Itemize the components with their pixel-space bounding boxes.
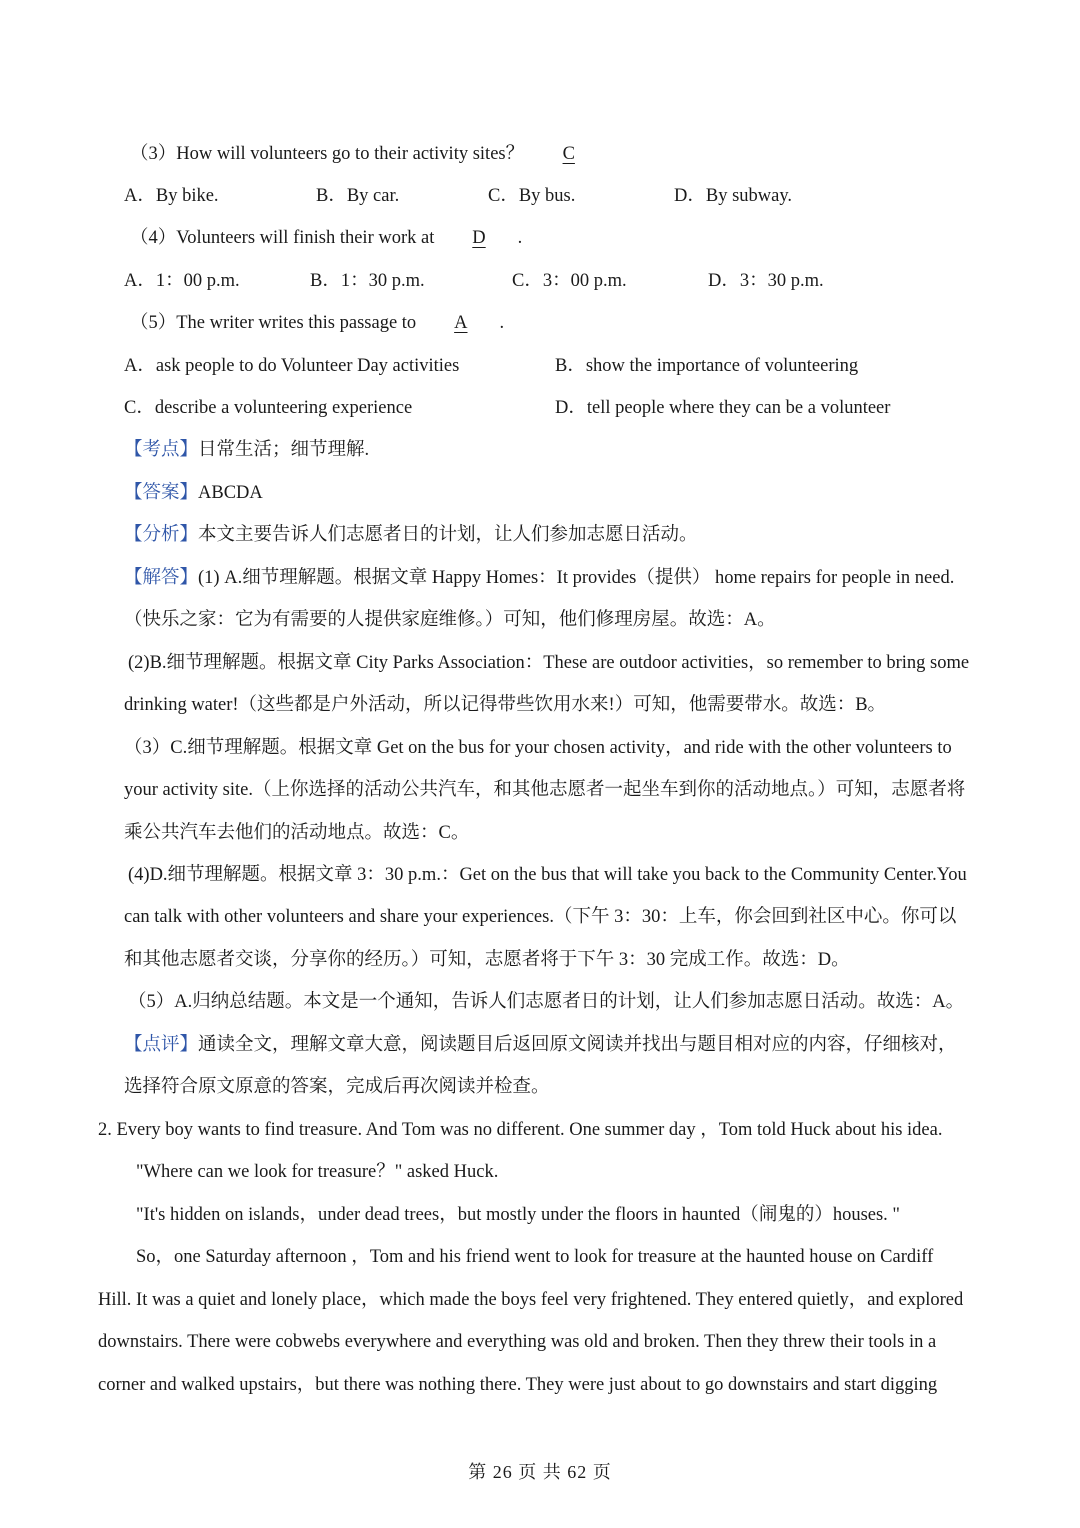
question-5-option-d: D．tell people where they can be a volunteer (555, 398, 891, 418)
passage-2-line-6: downstairs. There were cobwebs everywhere and everything was old and broken. Then they threw their tools in a (98, 1332, 937, 1352)
jieda-line-5: （3）C.细节理解题。根据文章 Get on the bus for your chosen activity，and ride with the other volunteers to (124, 738, 952, 758)
question-5-option-a: A．ask people to do Volunteer Day activities (124, 356, 460, 376)
passage-2-line-1: 2. Every boy wants to find treasure. And Tom was no different. One summer day ，Tom told Huck about his idea. (98, 1120, 943, 1140)
dianping-line-1: 【点评】通读全文，理解文章大意，阅读题目后返回原文阅读并找出与题目相对应的内容，仔细核对， (124, 1035, 957, 1055)
question-5-option-b: B．show the importance of volunteering (555, 356, 859, 376)
question-3-option-b: B．By car. (316, 186, 400, 206)
jieda-line-2: （快乐之家：它为有需要的人提供家庭维修。）可知，他们修理房屋。故选：A。 (124, 610, 776, 630)
question-4-option-b: B．1：30 p.m. (310, 271, 425, 291)
fenxi-tag: 【分析】 (124, 525, 199, 545)
fenxi-line: 【分析】本文主要告诉人们志愿者日的计划，让人们参加志愿日活动。 (124, 525, 698, 545)
daan-tag: 【答案】 (124, 483, 199, 503)
jieda-tag: 【解答】 (124, 568, 199, 588)
jieda-line-10: 和其他志愿者交谈，分享你的经历。）可知，志愿者将于下午 3：30 完成工作。故选：D。 (124, 950, 850, 970)
jieda-line-9: can talk with other volunteers and share your experiences.（下午 3：30：上车，你会回到社区中心。你可以 (124, 907, 957, 927)
answer-line: 【答案】ABCDA (124, 483, 263, 503)
jieda-line-6: your activity site.（上你选择的活动公共汽车，和其他志愿者一起坐车到你的活动地点。）可知，志愿者将 (124, 780, 966, 800)
question-5-stem: （5）The writer writes this passage to A . (130, 313, 505, 333)
question-4-option-c: C．3：00 p.m. (512, 271, 627, 291)
answer-blank: D (472, 228, 486, 248)
jieda-line-11: （5）A.归纳总结题。本文是一个通知，告诉人们志愿者日的计划，让人们参加志愿日活动。故选：A。 (128, 992, 965, 1012)
question-4-option-a: A．1：00 p.m. (124, 271, 240, 291)
question-3-stem: （3）How will volunteers go to their activity sites？ C (130, 142, 595, 166)
jieda-line-1: 【解答】(1) A.细节理解题。根据文章 Happy Homes：It provides（提供） home repairs for people in need. (124, 568, 955, 588)
answer-blank: C (562, 144, 575, 164)
question-5-option-c: C．describe a volunteering experience (124, 398, 413, 418)
page-number: 第 26 页 共 62 页 (468, 1462, 612, 1482)
question-4-option-d: D．3：30 p.m. (708, 271, 824, 291)
question-3-option-c: C．By bus. (488, 186, 576, 206)
question-3-option-a: A．By bike. (124, 186, 219, 206)
jieda-line-3: (2)B.细节理解题。根据文章 City Parks Association：These are outdoor activities，so remember to bring some (128, 653, 970, 673)
answer-blank: A (454, 313, 468, 333)
jieda-line-7: 乘公共汽车去他们的活动地点。故选：C。 (124, 823, 470, 843)
passage-2-line-4: So，one Saturday afternoon ，Tom and his friend went to look for treasure at the haunted house on Cardiff (136, 1247, 934, 1267)
passage-2-line-7: corner and walked upstairs，but there was nothing there. They were just about to go downstairs and start digging (98, 1375, 938, 1395)
passage-2-line-3: "It's hidden on islands，under dead trees，but mostly under the floors in haunted（闹鬼的）houses. " (136, 1205, 900, 1225)
question-3-option-d: D．By subway. (674, 186, 793, 206)
question-4-stem: （4）Volunteers will finish their work at D . (130, 228, 523, 248)
jieda-line-8: (4)D.细节理解题。根据文章 3：30 p.m.：Get on the bus that will take you back to the Community Center.You (128, 865, 967, 885)
jieda-line-4: drinking water!（这些都是户外活动，所以记得带些饮用水来!）可知，他需要带水。故选：B。 (124, 695, 887, 715)
dianping-tag: 【点评】 (124, 1035, 199, 1055)
passage-2-line-2: "Where can we look for treasure？" asked Huck. (136, 1162, 499, 1182)
passage-2-line-5: Hill. It was a quiet and lonely place，which made the boys feel very frightened. They entered quietly，and explored (98, 1290, 964, 1310)
kaodian-line: 【考点】日常生活；细节理解. (124, 440, 370, 460)
dianping-line-2: 选择符合原文原意的答案，完成后再次阅读并检查。 (124, 1077, 550, 1097)
kaodian-tag: 【考点】 (124, 440, 199, 460)
